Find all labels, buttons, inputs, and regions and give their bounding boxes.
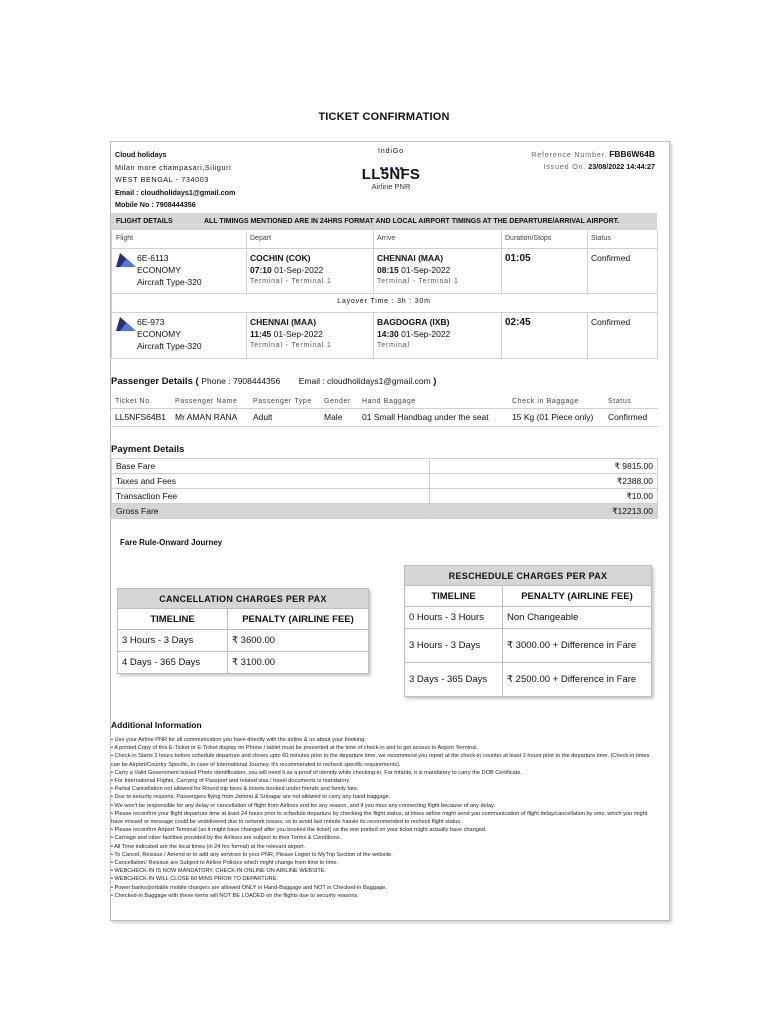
payment-details-title: Payment Details xyxy=(111,444,185,455)
payment-row xyxy=(112,459,658,474)
cancellation-timeline: 3 Hours - 3 Days xyxy=(118,630,228,652)
list-item: • Checked-in Baggage with these items will NOT BE LOADED on the flights due to security reasons. xyxy=(111,892,359,899)
flight-2-arrive xyxy=(377,316,450,352)
flight-2-info xyxy=(137,316,202,352)
pax-checkin-baggage: 15 Kg (01 Piece only) xyxy=(512,412,594,422)
flight-details-header xyxy=(111,213,657,230)
list-item: • Carry a Valid Government issued Photo identification, you will need it as a proof of identity while checking-in, For Infants, it is mandatory to carry the DOB Certificate. xyxy=(111,769,523,776)
layover-time: Layover Time : 3h : 30m xyxy=(337,298,431,305)
reschedule-timeline: 0 Hours - 3 Hours xyxy=(405,607,503,629)
list-item: • A printed Copy of this E-Ticket or E-Ticket display on Phone / tablet must be presented at the time of check-in and to get access to Airport Terminal. xyxy=(111,745,479,752)
flight-1-arrive-city: CHENNAI (MAA) xyxy=(377,253,444,263)
list-item: • WEBCHECK-IN WILL CLOSE 60 MINS PRIOR TO DEPARTURE. xyxy=(111,876,279,883)
flight-1-aircraft: Aircraft Type-320 xyxy=(137,277,202,287)
flight-2-depart-time: 11:45 xyxy=(250,329,272,339)
indigo-tail-icon xyxy=(116,317,136,331)
indigo-tail-icon xyxy=(116,253,136,267)
flight-1-info xyxy=(137,252,202,288)
flight-table xyxy=(111,231,657,359)
flight-1-depart xyxy=(250,252,332,288)
pax-status: Confirmed xyxy=(608,412,648,422)
list-item: • For International Flights, Carrying of Passport and related visa / travel documents is mandatory. xyxy=(111,778,351,785)
flight-2-status: Confirmed xyxy=(591,317,631,327)
cancellation-penalty: ₹ 3600.00 xyxy=(228,630,369,652)
pax-col-status: Status xyxy=(608,398,632,405)
payment-amount: ₹10.00 xyxy=(430,489,658,504)
col-arrive: Arrive xyxy=(377,235,396,242)
payment-amount: ₹ 9815.00 xyxy=(430,459,658,474)
list-item: • Carriage and other facilities provided by the Airlines are subject to their Terms & Conditions. xyxy=(111,835,342,842)
cancellation-title: CANCELLATION CHARGES PER PAX xyxy=(118,589,369,609)
cancellation-col-timeline: TIMELINE xyxy=(118,609,228,630)
reschedule-penalty: ₹ 3000.00 + Difference in Fare xyxy=(503,629,652,663)
payment-row xyxy=(112,489,658,504)
col-flight: Flight xyxy=(116,235,134,242)
list-item: • Check-in Starts 3 hours before schedule departure and closes upto 60 minutes prior to the departure time, we recommend you report at the check-in counter at least 2 hours prior to the departure time. (Check-in times can be Airport/Country Specific, in case of International Journey, it's recommended to recheck specific requirements). xyxy=(111,753,650,768)
pax-col-gender: Gender xyxy=(324,398,351,405)
col-depart: Depart xyxy=(250,235,272,242)
list-item: • Partial Cancellation not allowed for Round trip fares & tickets booked under friends and family fare. xyxy=(111,786,359,793)
flight-1-arrive-terminal: Terminal - Terminal 1 xyxy=(377,278,459,285)
list-item: • We won't be responsible for any delay or cancellation of flight from Airlines end for any reason, and if you miss any connecting flight because of any delay. xyxy=(111,802,496,809)
cancellation-col-penalty: PENALTY (AIRLINE FEE) xyxy=(228,609,369,630)
list-item: • Cancellation/ Reissue are Subject to Airline Policies which might change from time to time. xyxy=(111,860,339,867)
reschedule-timeline: 3 Hours - 3 Days xyxy=(405,629,503,663)
list-item: • Power banks/portable mobile chargers are allowed ONLY in Hand-Baggage and NOT in Checked-in Baggage. xyxy=(111,884,387,891)
airline-pnr-label: Airline PNR xyxy=(371,182,411,191)
cancellation-table xyxy=(117,588,369,674)
flight-2-number: 6E-973 xyxy=(137,317,165,327)
flight-2-duration: 02:45 xyxy=(505,317,531,328)
payment-label: Base Fare xyxy=(112,459,430,474)
pax-type: Adult xyxy=(253,412,273,422)
flight-details-label: FLIGHT DETAILS xyxy=(116,218,173,225)
ticket-card xyxy=(110,141,670,921)
flight-2-depart-city: CHENNAI (MAA) xyxy=(250,317,317,327)
agency-email: Email : cloudholidays1@gmail.com xyxy=(115,187,236,197)
reschedule-table xyxy=(404,565,652,697)
pax-col-ticket: Ticket No. xyxy=(115,398,153,405)
table-row xyxy=(405,629,652,663)
flight-2-depart-date: 01-Sep-2022 xyxy=(273,329,323,339)
airline-name: IndiGo xyxy=(378,146,404,155)
reschedule-col-penalty: PENALTY (AIRLINE FEE) xyxy=(503,586,652,607)
airline-pnr: LL5NFS xyxy=(361,166,421,183)
fare-rule-title: Fare Rule-Onward Journey xyxy=(120,538,223,547)
cancellation-penalty: ₹ 3100.00 xyxy=(228,652,369,674)
agency-name: Cloud holidays xyxy=(115,150,167,159)
agency-address-line1: Milan more champasari,Siliguri xyxy=(115,162,232,172)
list-item: • WEBCHECK-IN IS NOW MANDATORY. CHECK-IN ONLINE ON AIRLINE WEBSITE. xyxy=(111,868,327,875)
reschedule-penalty: ₹ 2500.00 + Difference in Fare xyxy=(503,663,652,697)
payment-amount: ₹2388.00 xyxy=(430,474,658,489)
page-title: TICKET CONFIRMATION xyxy=(318,111,450,123)
payment-label: Transaction Fee xyxy=(112,489,430,504)
agency-mobile: Mobile No : 7908444356 xyxy=(115,200,196,209)
col-duration: Duration/Stops xyxy=(505,235,552,242)
flight-2-depart xyxy=(250,316,332,352)
table-row xyxy=(405,607,652,629)
flight-1-depart-city: COCHIN (COK) xyxy=(250,253,311,263)
payment-row-gross xyxy=(112,504,658,519)
agency-info xyxy=(115,149,235,212)
flight-2-depart-terminal: Terminal - Terminal 1 xyxy=(250,342,332,349)
flight-1-number: 6E-6113 xyxy=(137,253,169,263)
pax-col-name: Passenger Name xyxy=(175,398,238,405)
table-row xyxy=(405,663,652,697)
flight-2-arrive-city: BAGDOGRA (IXB) xyxy=(377,317,450,327)
reschedule-col-timeline: TIMELINE xyxy=(405,586,503,607)
flight-1-status: Confirmed xyxy=(591,253,631,263)
additional-info-title: Additional Information xyxy=(111,720,202,730)
pax-gender: Male xyxy=(324,412,343,422)
reschedule-timeline: 3 Days - 365 Days xyxy=(405,663,503,697)
pax-col-type: Passenger Type xyxy=(253,398,312,405)
pax-ticket-no: LL5NFS64B1 xyxy=(115,412,167,422)
table-row xyxy=(118,630,369,652)
pax-col-hand-baggage: Hand Baggage xyxy=(362,398,416,405)
payment-label: Taxes and Fees xyxy=(112,474,430,489)
list-item: • Use your Airline PNR for all communication you have directly with the airline & us about your booking. xyxy=(111,737,366,743)
flight-2-arrive-date: 01-Sep-2022 xyxy=(401,329,451,339)
list-item: • Please reconfirm Airport Terminal (as it might have changed after you booked the ticket) so the one printed on your ticket might actually have changed. xyxy=(111,827,487,834)
payment-label: Gross Fare xyxy=(112,504,430,519)
flight-1-arrive xyxy=(377,252,459,288)
reference-block xyxy=(531,149,655,172)
additional-info-list xyxy=(111,736,659,900)
flight-1-depart-time: 07:10 xyxy=(250,265,272,275)
airline-block xyxy=(356,146,426,191)
flight-1-arrive-date: 01-Sep-2022 xyxy=(401,265,451,275)
indigo-logo-icon xyxy=(376,157,406,163)
payment-table xyxy=(111,458,658,519)
pax-name: Mr AMAN RANA xyxy=(175,412,238,422)
list-item: • All Time indicated are the local times (in 24 hrs format) at the relevant airport. xyxy=(111,843,306,850)
flight-1-cabin: ECONOMY xyxy=(137,265,181,275)
flight-2-aircraft: Aircraft Type-320 xyxy=(137,341,202,351)
flight-2-arrive-terminal: Terminal xyxy=(377,342,410,349)
flight-1-arrive-time: 08:15 xyxy=(377,265,399,275)
list-item: • Please reconfirm your flight departure time at least 24 hours prior to schedule departure by checking the flight status, at times airline might send you communication of flight delay/cancellation by sms, which you might have missed or message could be undelivered due to network issues, so to avoid last minute hassle its recommended to recheck flight status. xyxy=(111,810,648,826)
list-item: • Due to security reasons, Passengers flying from Jammu & Srinagar are not allowed to carry any hand baggage. xyxy=(111,794,391,801)
flight-1-depart-date: 01-Sep-2022 xyxy=(274,265,324,275)
col-status: Status xyxy=(591,235,611,242)
list-item: • To Cancel, Reissue / Amend or to add any services to your PNR, Please Logon to MyTrip Section of the website. xyxy=(111,851,393,858)
flight-1-depart-terminal: Terminal - Terminal 1 xyxy=(250,278,332,285)
agency-address-line2: WEST BENGAL - 734003 xyxy=(115,175,209,184)
reschedule-title: RESCHEDULE CHARGES PER PAX xyxy=(405,566,652,586)
issued-on: 23/08/2022 14:44:27 xyxy=(588,161,655,171)
reschedule-penalty: Non Changeable xyxy=(503,607,652,629)
passenger-phone: Phone : 7908444356 xyxy=(201,376,281,386)
pax-hand-baggage: 01 Small Handbag under the seat xyxy=(362,412,489,422)
flight-2-cabin: ECONOMY xyxy=(137,329,181,339)
issued-label: Issued On. xyxy=(543,161,587,171)
flight-1-duration: 01:05 xyxy=(505,253,531,264)
reference-number: FBB6W64B xyxy=(609,149,655,159)
payment-row xyxy=(112,474,658,489)
reference-label: Reference Number. xyxy=(531,150,608,159)
cancellation-timeline: 4 Days - 365 Days xyxy=(118,652,228,674)
flight-2-arrive-time: 14:30 xyxy=(377,329,399,339)
passenger-details-title: Passenger Details ( Phone : 7908444356 Email : cloudholidays1@gmail.com ) xyxy=(111,376,437,387)
payment-amount: ₹12213.00 xyxy=(430,504,658,519)
pax-col-checkin-baggage: Check in Baggage xyxy=(512,398,579,405)
passenger-email: Email : cloudholidays1@gmail.com xyxy=(298,376,431,386)
table-row xyxy=(118,652,369,674)
timing-note: ALL TIMINGS MENTIONED ARE IN 24HRS FORMAT AND LOCAL AIRPORT TIMINGS AT THE DEPARTURE/ARRIVAL AIRPORT. xyxy=(204,218,620,225)
